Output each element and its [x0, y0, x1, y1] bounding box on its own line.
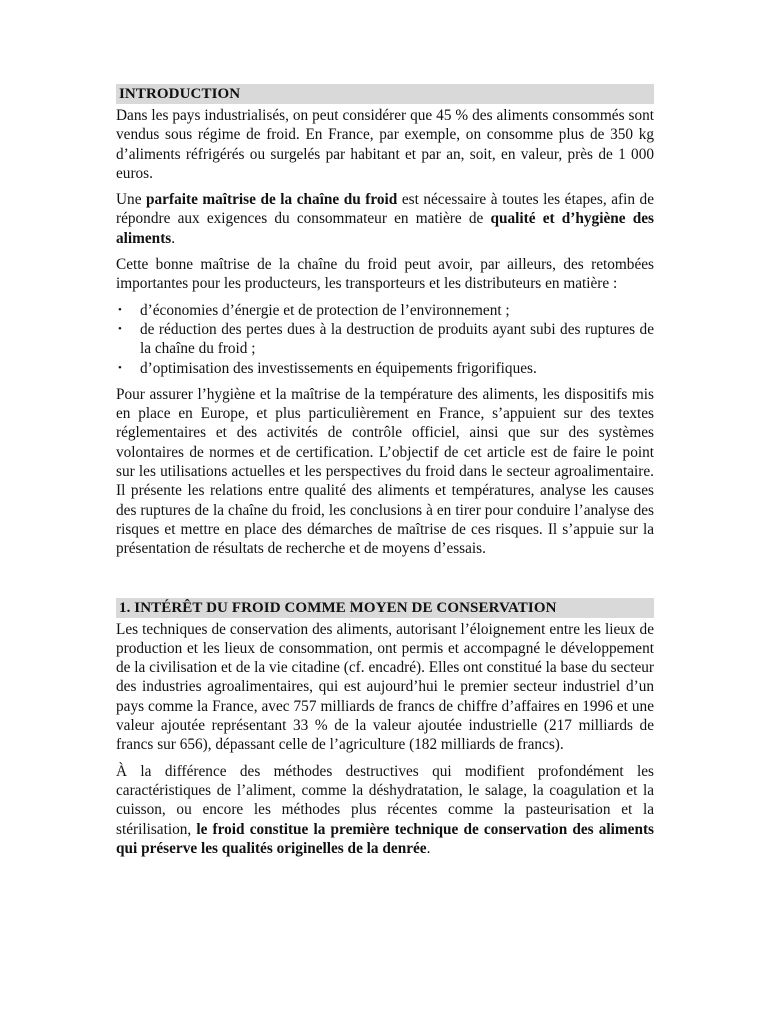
intro-paragraph-1: Dans les pays industrialisés, on peut considérer que 45 % des aliments consommés sont vendus sous régime de froid. En France, par exemple, on consomme plus de 350 kg d’aliments réfrigérés ou surgelés par habitant et par an, soit, en valeur, près de 1 000 euros. [116, 107, 654, 182]
intro-paragraph-2 [116, 190, 654, 248]
list-item-text: d’optimisation des investissements en équipements frigorifiques. [140, 359, 537, 377]
intro-p2-text-2: est nécessaire à toutes les étapes, afin de répondre aux exigences du consommateur en matière de [116, 191, 654, 228]
bullet-icon: • [118, 303, 122, 316]
section-spacer [116, 566, 654, 598]
section1-paragraph-2 [116, 762, 654, 858]
intro-p2-text-1: Une [116, 191, 147, 209]
section-heading-introduction: INTRODUCTION [116, 84, 654, 104]
intro-paragraph-3: Cette bonne maîtrise de la chaîne du froid peut avoir, par ailleurs, des retombées importantes pour les producteurs, les transporteurs et les distributeurs en matière : [116, 256, 654, 293]
list-item [116, 320, 654, 359]
list-item-text: de réduction des pertes dues à la destruction de produits ayant subi des ruptures de la chaîne du froid ; [140, 320, 654, 358]
section1-p2-bold-1: le froid constitue la première technique de conservation des aliments qui préserve les qualités originelles de la denrée [116, 820, 654, 857]
list-item [116, 359, 654, 378]
section1-p2-text-1: À la différence des méthodes destructives qui modifient profondément les caractéristiques de l’aliment, comme la déshydratation, le salage, la coagulation et la cuisson, ou encore les méthodes plus récentes comme la pasteurisation et la stérilisation, [116, 762, 654, 838]
intro-p2-bold-1: parfaite maîtrise de la chaîne du froid [146, 191, 398, 209]
bullet-icon: • [118, 322, 122, 335]
list-item-text: d’économies d’énergie et de protection de l’environnement ; [140, 301, 510, 319]
section1-p2-text-2: . [426, 839, 431, 857]
intro-p2-bold-2: qualité et d’hygiène des aliments [116, 210, 654, 247]
bullet-icon: • [118, 361, 122, 374]
intro-bullet-list [116, 301, 654, 378]
section-heading-1: 1. INTÉRÊT DU FROID COMME MOYEN DE CONSERVATION [116, 598, 654, 618]
list-item [116, 301, 654, 320]
intro-p2-text-3: . [171, 229, 176, 247]
intro-paragraph-4: Pour assurer l’hygiène et la maîtrise de la température des aliments, les dispositifs mis en place en Europe, et plus particulièrement en France, s’appuient sur des textes réglementaires et des activités de contrôle officiel, ainsi que sur des systèmes volontaires de normes et de certification. L’objectif de cet article est de faire le point sur les utilisations actuelles et les perspectives du froid dans le secteur agroalimentaire. Il présente les relations entre qualité des aliments et températures, analyse les causes des ruptures de la chaîne du froid, les conclusions à en tirer pour conduire l’analyse des risques et mettre en place des démarches de maîtrise de ces risques. Il s’appuie sur la présentation de résultats de recherche et de moyens d’essais. [116, 385, 654, 558]
section1-paragraph-1: Les techniques de conservation des aliments, autorisant l’éloignement entre les lieux de production et les lieux de consommation, ont permis et accompagné le développement de la civilisation et de la vie citadine (cf. encadré). Elles ont constitué la base du secteur des industries agroalimentaires, qui est aujourd’hui le premier secteur industriel d’un pays comme la France, avec 757 milliards de francs de chiffre d’affaires en 1996 et une valeur ajoutée représentant 33 % de la valeur ajoutée industrielle (217 milliards de francs sur 656), dépassant celle de l’agriculture (182 milliards de francs). [116, 620, 654, 754]
